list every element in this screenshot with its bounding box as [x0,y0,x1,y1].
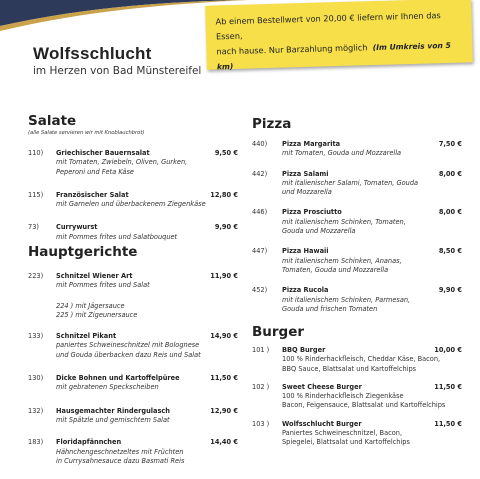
menu-item [28,272,238,291]
item-name: Pizza Rucola [282,286,329,295]
item-description: Spiegelei, Blattsalat und Kartoffelchips [282,438,410,447]
item-description: Peperoni und Feta Käse [56,167,134,176]
item-name: Floridapfännchen [56,438,122,447]
section-title-pizza: Pizza [252,116,292,132]
menu-item [28,407,238,426]
item-name: Pizza Salami [282,169,329,178]
item-description: 224 ) mit Jägersauce [56,301,125,310]
item-price: 7,50 € [438,140,462,148]
notice-line-1: Ab einem Bestellwert von 20,00 € liefern wir Ihnen das Essen, [215,10,441,42]
menu-item [252,170,462,198]
menu-item [28,149,238,177]
item-description: mit italienischem Schinken, Ananas, [282,256,402,265]
item-description: und Mozzarella [282,188,332,197]
item-description: BBQ Sauce, Blattsalat und Kartoffelchips [282,364,417,373]
item-price: 14,90 € [210,332,238,341]
item-name: Pizza Hawaii [282,247,329,256]
item-price: 8,50 € [438,247,462,256]
item-name: Schnitzel Wiener Art [56,272,133,280]
item-price: 11,50 € [434,419,462,428]
item-description: Gouda und frischen Tomaten [282,304,378,313]
item-price: 9,90 € [438,286,462,295]
menu-item [252,383,462,411]
item-price: 12,80 € [210,190,238,199]
brand [33,44,201,77]
brand-title: Wolfsschlucht [33,44,152,63]
item-price: 8,00 € [438,208,462,217]
item-description: und Gouda überbacken dazu Reis und Salat [56,350,201,359]
item-description: mit italienischer Salami, Tomaten, Gouda [282,178,419,187]
item-name: Dicke Bohnen und Kartoffelpüree [56,374,180,383]
section-salate [28,113,238,242]
item-name: Hausgemachter Rindergulasch [56,406,170,415]
menu-item [28,302,238,321]
menu-item [252,286,462,314]
item-description: paniertes Schweineschnitzel mit Bolognese [56,341,200,350]
item-name: BBQ Burger [282,346,326,354]
item-description: Hähnchengeschnetzeltes mit Früchten [56,447,184,456]
item-number: 110) [28,149,44,157]
item-price: 9,50 € [214,149,238,157]
item-name: Sweet Cheese Burger [282,382,362,391]
item-number: 440) [252,140,268,148]
item-description: mit Pommes frites und Salat [56,281,150,290]
section-title-salate: Salate [28,113,77,129]
item-description: mit Garnelen und überbackenem Ziegenkäse [56,200,206,209]
item-description: Gouda und Mozzarella [282,227,356,236]
item-number: 452) [252,286,268,295]
item-description: mit Tomaten, Gouda und Mozzarella [282,149,402,158]
item-price: 11,50 € [210,374,238,383]
item-price: 11,50 € [434,382,462,391]
item-name: Schnitzel Pikant [56,332,117,341]
item-number: 133) [28,332,44,341]
menu-item [252,140,462,159]
section-burger [252,324,462,448]
item-name: Wolfsschlucht Burger [282,419,362,428]
item-price: 14,40 € [210,438,238,447]
menu-item [252,346,462,374]
item-description: Paniertes Schweineschnitzel, Bacon, [282,429,403,438]
item-number: 115) [28,190,44,199]
item-number: 130) [28,374,44,383]
item-name: Pizza Prosciutto [282,208,342,217]
item-number: 223) [28,272,44,280]
item-description: 100 % Rinderhackfleisch Ziegenkäse [282,392,404,401]
item-price: 10,00 € [434,346,462,354]
item-description: in Currysahnesauce dazu Basmati Reis [56,456,185,465]
menu-item [28,374,238,393]
item-number: 132) [28,406,44,415]
menu-item [28,223,238,242]
item-number: 103 ) [252,419,270,428]
menu-item [252,420,462,448]
item-description: mit Spätzle und gemischtem Salat [56,415,170,424]
item-name: Griechischer Bauernsalat [56,149,150,157]
item-number: 102 ) [252,382,270,391]
menu-item [252,247,462,275]
item-description: Tomaten, Gouda und Mozzarella [282,265,389,274]
item-name: Pizza Margarita [282,140,341,148]
item-price: 8,00 € [438,169,462,178]
notice-line-2: nach hause. Nur Barzahlung möglich (Im Umkreis von 5 km) [216,40,451,72]
menu-item [252,208,462,236]
item-number: 183) [28,438,44,447]
notice-radius: (Im Umkreis von 5 km) [216,40,451,72]
item-number: 447) [252,247,268,256]
menu-item [28,191,238,210]
menu-item [28,438,238,466]
item-description: mit Tomaten, Zwiebeln, Oliven, Gurken, [56,158,188,167]
item-description: 100 % Rinderhackfleisch, Cheddar Käse, Bacon, [282,355,441,364]
item-number: 446) [252,208,268,217]
item-price: 12,90 € [210,406,238,415]
item-number: 442) [252,169,268,178]
item-description: mit Pommes frites und Salatbouquet [56,232,178,241]
item-price: 11,90 € [210,272,238,280]
item-name: Currywurst [56,223,98,232]
item-number: 73) [28,223,39,232]
section-title-burger: Burger [252,324,305,340]
item-number: 101 ) [252,346,270,354]
item-description: 225 ) mit Zigeunersauce [56,310,138,319]
brand-subtitle: im Herzen von Bad Münstereifel [33,65,202,77]
menu-item [28,332,238,360]
salate-note: (alle Salate servieren wir mit Knoblauchbrot) [28,130,145,136]
delivery-notice [205,0,473,70]
section-haupt [28,244,238,466]
item-description: Bacon, Feigensauce, Blattsalat und Kartoffelchips [282,401,446,410]
item-description: mit italienischem Schinken, Parmesan, [282,295,411,304]
section-pizza [252,116,462,314]
item-description: mit italienischem Schinken, Tomaten, [282,217,406,226]
item-name: Französischer Salat [56,190,129,199]
item-description: mit gebratenen Speckscheiben [56,383,159,392]
section-title-haupt: Hauptgerichte [28,244,138,260]
item-price: 9,90 € [214,223,238,232]
